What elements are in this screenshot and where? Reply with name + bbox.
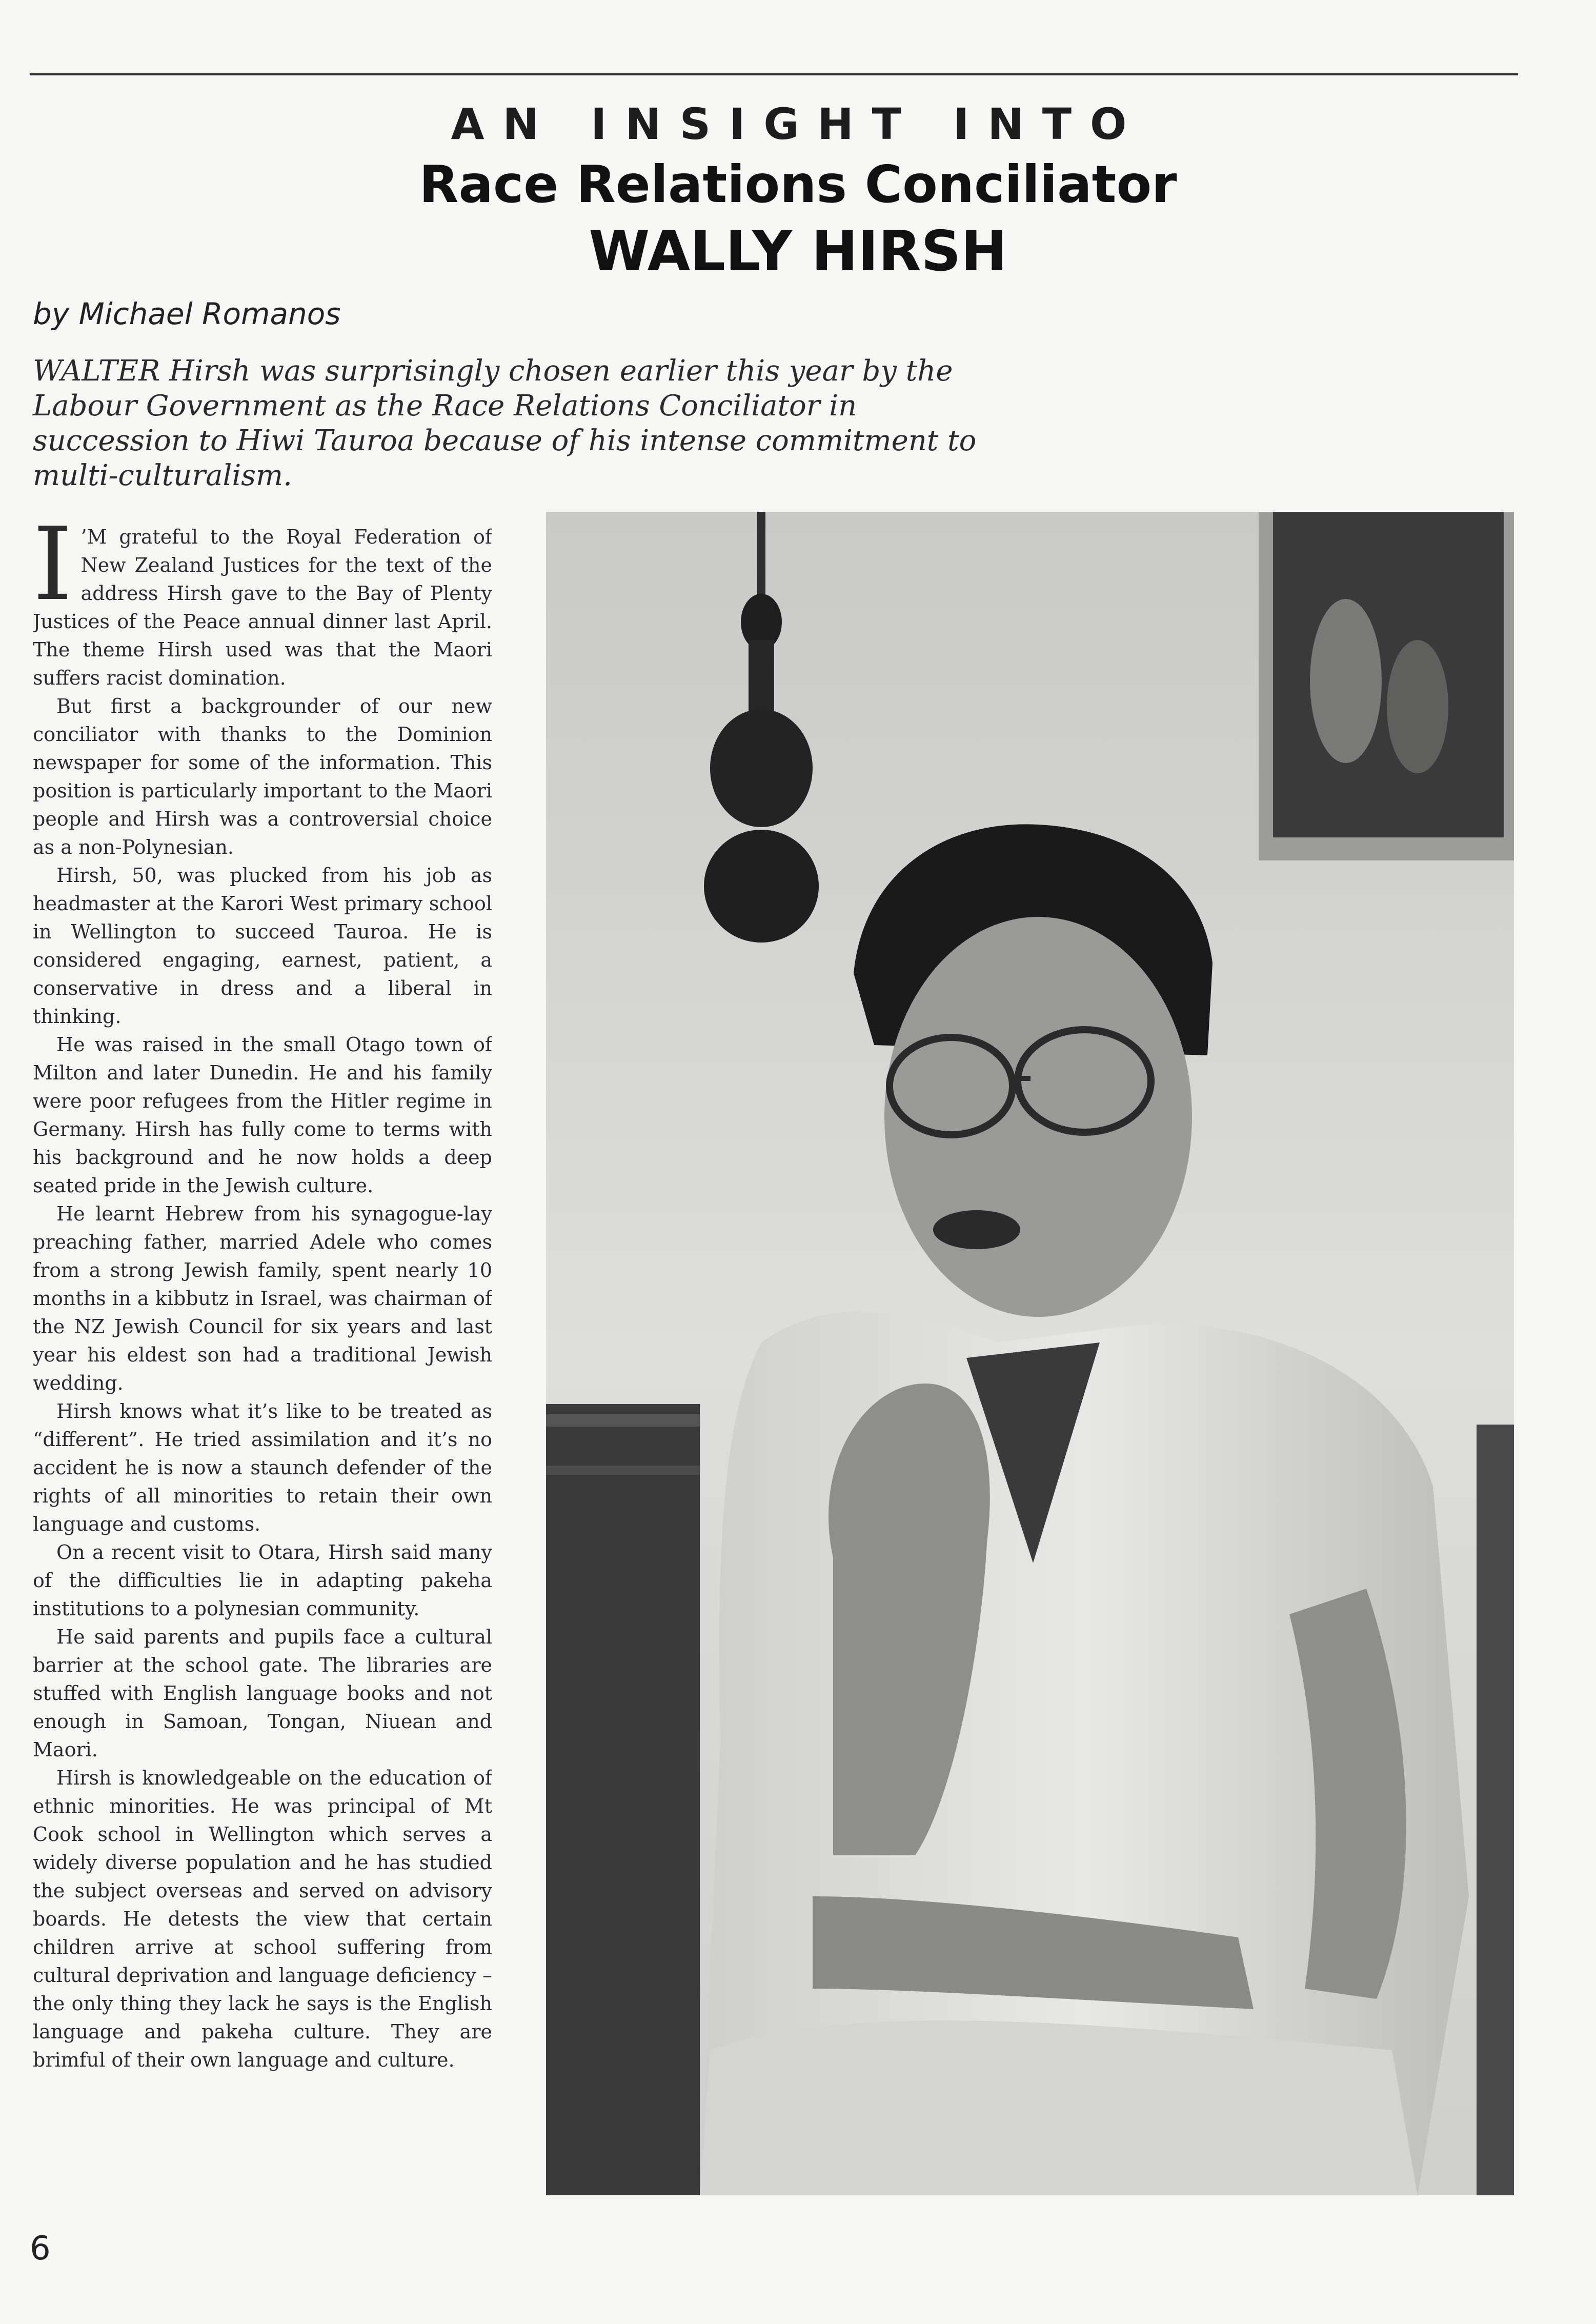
article-paragraph: He was raised in the small Otago town of Milton and later Dunedin. He and his family were poor refugees from the Hitler regime in Germany. Hirsh has fully come to terms with his background and he now holds a deep seated pride in the Jewish culture.	[33, 1033, 492, 1197]
article-paragraph: Hirsh, 50, was plucked from his job as headmaster at the Karori West primary school in Wellington to succeed Tauroa. He is considered engaging, earnest, patient, a conservative in dress and a liberal in thinking.	[33, 864, 492, 1028]
headline-title: Race Relations Conciliator	[419, 154, 1177, 214]
article-paragraph: He learnt Hebrew from his synagogue-lay preaching father, married Adele who comes from a strong Jewish family, spent nearly 10 months in a kibbutz in Israel, was chairman of the NZ Jewish Council for six years and last year his eldest son had a traditional Jewish wedding.	[33, 1203, 492, 1394]
standfirst: WALTER Hirsh was surprisingly chosen earlier this year by the Labour Government as the Race Relations Conciliator in succession to Hiwi Tauroa because of his intense commitment to multi-culturalism.	[33, 354, 977, 492]
drop-cap: I	[33, 523, 73, 623]
paragraph-text: ’M grateful to the Royal Federation of New Zealand Justices for the text of the address Hirsh gave to the Bay of Plenty Justices of the Peace annual dinner last April. The theme Hirsh used was that the Maori suffers racist domination.	[33, 526, 492, 689]
article-paragraph: But first a backgrounder of our new conciliator with thanks to the Dominion newspaper for some of the information. This position is particularly important to the Maori people and Hirsh was a controversial choice as a non-Polynesian.	[33, 695, 492, 858]
page-number: 6	[30, 2230, 51, 2268]
portrait-photo	[546, 512, 1514, 2195]
article-paragraph: Hirsh knows what it’s like to be treated as “different”. He tried assimilation and it’s no accident he is now a staunch defender of the rights of all minorities to retain their own language and customs.	[33, 1400, 492, 1535]
article-paragraph	[33, 523, 492, 692]
top-rule	[30, 73, 1518, 75]
byline: by Michael Romanos	[33, 296, 341, 331]
article-paragraph: Hirsh is knowledgeable on the education of ethnic minorities. He was principal of Mt Cook school in Wellington which serves a widely diverse population and he has studied the subject overseas and served on advisory boards. He detests the view that certain children arrive at school suffering from cultural deprivation and language deficiency – the only thing they lack he says is the English language and pakeha culture. They are brimful of their own language and culture.	[33, 1767, 492, 2071]
kicker: AN INSIGHT INTO	[451, 99, 1145, 149]
article-column	[33, 523, 492, 2200]
headline-name: WALLY HIRSH	[589, 219, 1007, 284]
article-paragraph: He said parents and pupils face a cultural barrier at the school gate. The libraries are stuffed with English language books and not enough in Samoan, Tongan, Niuean and Maori.	[33, 1626, 492, 1761]
portrait-photo-illustration	[546, 512, 1514, 2195]
article-paragraph: On a recent visit to Otara, Hirsh said many of the difficulties lie in adapting pakeha institutions to a polynesian community.	[33, 1541, 492, 1620]
